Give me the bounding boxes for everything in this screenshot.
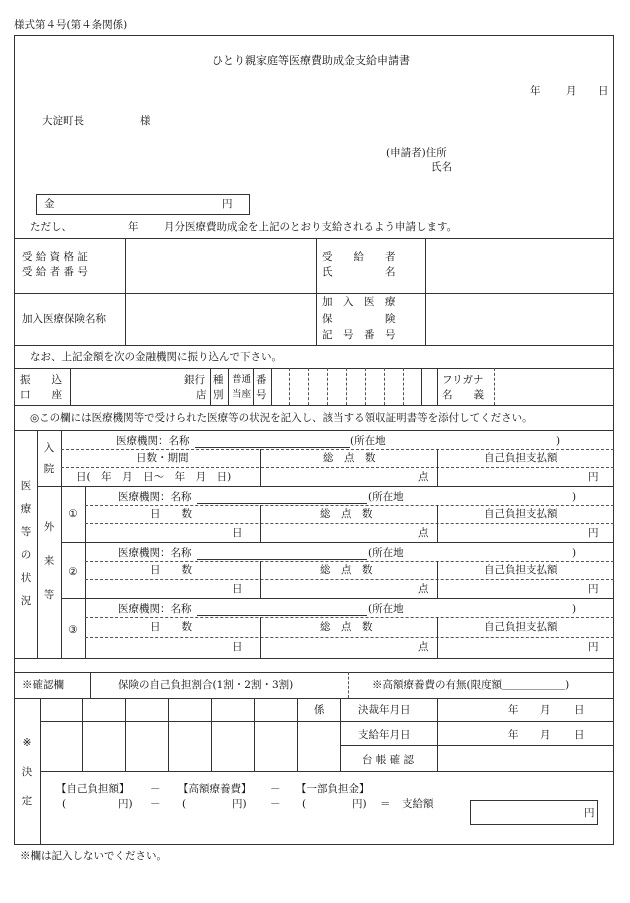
- number-label-1: 番: [256, 374, 267, 386]
- medical-status-char-2: 療: [20, 503, 32, 515]
- recipient-label-2: 氏 名: [322, 266, 396, 278]
- proviso-prefix: ただし、: [30, 221, 72, 233]
- outpatient-2-days-header: 日 数: [150, 564, 192, 576]
- outpatient-3-facility-underline[interactable]: [197, 615, 367, 616]
- bank-notice: なお、上記金額を次の金融機関に振り込んで下さい。: [30, 351, 282, 363]
- medical-status-char-6: 況: [20, 595, 32, 607]
- inpatient-period-header: 日数・期間: [136, 452, 189, 464]
- form-title: ひとり親家庭等医療費助成金支給申請書: [212, 54, 410, 67]
- type-checking[interactable]: 当座: [232, 389, 252, 400]
- amount-unit: 円: [222, 198, 233, 210]
- confirm-label: ※確認欄: [22, 679, 64, 691]
- outpatient-2-point-unit: 点: [418, 583, 429, 595]
- cert-number-label-2: 受 給 者 番 号: [22, 266, 88, 278]
- outpatient-char-3: 等: [43, 589, 55, 601]
- outpatient-3-location-label: (所在地: [368, 603, 404, 615]
- outpatient-1-location-close: ): [572, 491, 577, 503]
- outpatient-1-point-unit: 点: [418, 527, 429, 539]
- addressee: 大淀町長: [42, 115, 84, 127]
- outpatient-3-points-header: 総 点 数: [320, 621, 373, 633]
- decision-date-label: 決裁年月日: [358, 704, 411, 716]
- medical-status-char-1: 医: [20, 480, 32, 492]
- outpatient-1-points-header: 総 点 数: [320, 508, 373, 520]
- proviso-text: 月分医療費助成金を上記のとおり支給されるよう申請します。: [164, 221, 458, 233]
- outpatient-1-marker: ①: [68, 508, 78, 520]
- date-year: 年: [530, 85, 541, 97]
- amount-field[interactable]: [36, 194, 250, 215]
- applicant-address-label: (申請者)住所: [386, 147, 447, 159]
- date-day: 日: [598, 85, 609, 97]
- inpatient-location-close: ): [556, 435, 561, 447]
- outpatient-3-day-unit: 日: [232, 641, 243, 653]
- outpatient-char-2: 来: [43, 555, 55, 567]
- proviso-year: 年: [128, 221, 139, 233]
- self-pay-label: 【自己負担額】: [56, 783, 130, 795]
- recipient-label-1: 受 給 者: [322, 251, 396, 263]
- inpatient-char-2: 院: [43, 463, 55, 475]
- number-label-2: 号: [256, 389, 267, 401]
- date-month: 月: [566, 85, 577, 97]
- payment-date-year: 年: [508, 729, 519, 741]
- outpatient-2-yen-unit: 円: [588, 583, 599, 595]
- decision-date-month: 月: [540, 704, 551, 716]
- equals-sign: ＝: [380, 798, 391, 810]
- insurance-number-label-1: 加 入 医 療: [322, 296, 396, 308]
- outpatient-2-facility-underline[interactable]: [197, 559, 367, 560]
- self-pay-paren-open: (: [62, 798, 67, 810]
- high-cost-presence: ※高額療養費の有無(限度額＿＿＿＿＿＿): [372, 679, 570, 691]
- bank-label: 銀行: [184, 374, 205, 386]
- payment-date-label: 支給年月日: [358, 729, 411, 741]
- staff-label: 係: [314, 704, 325, 716]
- outpatient-3-facility-label: 医療機関：名称: [118, 603, 192, 615]
- outpatient-1-facility-underline[interactable]: [197, 503, 367, 504]
- minus-3: －: [150, 798, 161, 810]
- medical-status-char-3: 等: [20, 526, 32, 538]
- minus-1: －: [150, 783, 161, 795]
- inpatient-points-unit: 点: [418, 471, 429, 483]
- inpatient-points-header: 総 点 数: [323, 452, 376, 464]
- type-ordinary[interactable]: 普通: [232, 374, 252, 385]
- type-label-2: 別: [213, 389, 224, 401]
- payment-amount-label: 支給額: [402, 798, 434, 810]
- outpatient-3-location-close: ): [572, 603, 577, 615]
- addressee-honorific: 様: [140, 115, 151, 127]
- outpatient-1-location-label: (所在地: [368, 491, 404, 503]
- inpatient-period-value[interactable]: 日( 年 月 日～ 年 月 日): [76, 471, 232, 483]
- minus-4: －: [270, 798, 281, 810]
- inpatient-location-label: (所在地: [350, 435, 386, 447]
- decision-char-2: 決: [21, 766, 33, 778]
- ledger-check-label: 台 帳 確 認: [362, 754, 415, 766]
- payment-amount-yen: 円: [584, 807, 595, 819]
- payment-date-month: 月: [540, 729, 551, 741]
- outpatient-2-points-header: 総 点 数: [320, 564, 373, 576]
- outpatient-2-facility-label: 医療機関：名称: [118, 547, 192, 559]
- decision-date-day: 日: [574, 704, 585, 716]
- decision-char-3: 定: [21, 795, 33, 807]
- partial-label: 【一部負担金】: [296, 783, 370, 795]
- inpatient-char-1: 入: [43, 442, 55, 454]
- inpatient-copay-header: 自己負担支払額: [484, 452, 558, 464]
- applicant-name-label: 氏名: [431, 161, 452, 173]
- amount-label: 金: [44, 198, 55, 210]
- form-outer-border: [14, 35, 614, 845]
- medical-status-char-4: の: [20, 549, 32, 561]
- outpatient-1-yen-unit: 円: [588, 527, 599, 539]
- high-cost-paren-open: (: [182, 798, 187, 810]
- account-label-1: 振 込: [20, 374, 62, 386]
- decision-date-year: 年: [508, 704, 519, 716]
- outpatient-2-marker: ②: [68, 566, 78, 578]
- outpatient-3-days-header: 日 数: [150, 621, 192, 633]
- outpatient-1-day-unit: 日: [232, 527, 243, 539]
- outpatient-3-copay-header: 自己負担支払額: [484, 621, 558, 633]
- type-label-1: 種: [213, 374, 224, 386]
- furigana-label: フリガナ: [442, 374, 484, 386]
- inpatient-facility-label: 医療機関：名称: [116, 435, 190, 447]
- self-pay-share: 保険の自己負担割合(1割・2割・3割): [118, 679, 294, 691]
- minus-2: －: [270, 783, 281, 795]
- footer-note: ※欄は記入しないでください。: [20, 850, 167, 862]
- high-cost-paren-yen: 円): [232, 798, 247, 810]
- outpatient-char-1: 外: [43, 521, 55, 533]
- medical-status-char-5: 状: [20, 572, 32, 584]
- outpatient-3-yen-unit: 円: [588, 641, 599, 653]
- inpatient-yen-unit: 円: [588, 471, 599, 483]
- outpatient-2-location-label: (所在地: [368, 547, 404, 559]
- cert-number-label-1: 受 給 資 格 証: [22, 251, 88, 263]
- partial-paren-open: (: [302, 798, 307, 810]
- outpatient-3-marker: ③: [68, 624, 78, 636]
- outpatient-1-facility-label: 医療機関：名称: [118, 491, 192, 503]
- outpatient-1-copay-header: 自己負担支払額: [484, 508, 558, 520]
- high-cost-label: 【高額療養費】: [178, 783, 252, 795]
- outpatient-1-days-header: 日 数: [150, 508, 192, 520]
- outpatient-2-location-close: ): [572, 547, 577, 559]
- inpatient-facility-underline[interactable]: [195, 447, 350, 448]
- account-label-2: 口 座: [20, 389, 62, 401]
- self-pay-paren-yen: 円): [118, 798, 133, 810]
- decision-char-1: ※: [22, 737, 32, 749]
- medical-instruction: ◎この欄には医療機関等で受けられた医療等の状況を記入し、該当する領収証明書等を添付してください。: [30, 412, 533, 424]
- outpatient-3-point-unit: 点: [418, 641, 429, 653]
- insurance-number-label-2: 保 険: [322, 313, 396, 325]
- form-number: 様式第４号(第４条関係): [14, 19, 128, 31]
- payment-amount-field[interactable]: [470, 800, 598, 825]
- branch-label: 店: [196, 389, 207, 401]
- payment-date-day: 日: [574, 729, 585, 741]
- outpatient-2-day-unit: 日: [232, 583, 243, 595]
- outpatient-2-copay-header: 自己負担支払額: [484, 564, 558, 576]
- holder-label: 名 義: [442, 389, 484, 401]
- partial-paren-yen: 円): [352, 798, 367, 810]
- insurance-number-label-3: 記 号 番 号: [322, 329, 396, 341]
- insurance-name-label: 加入医療保険名称: [22, 313, 106, 325]
